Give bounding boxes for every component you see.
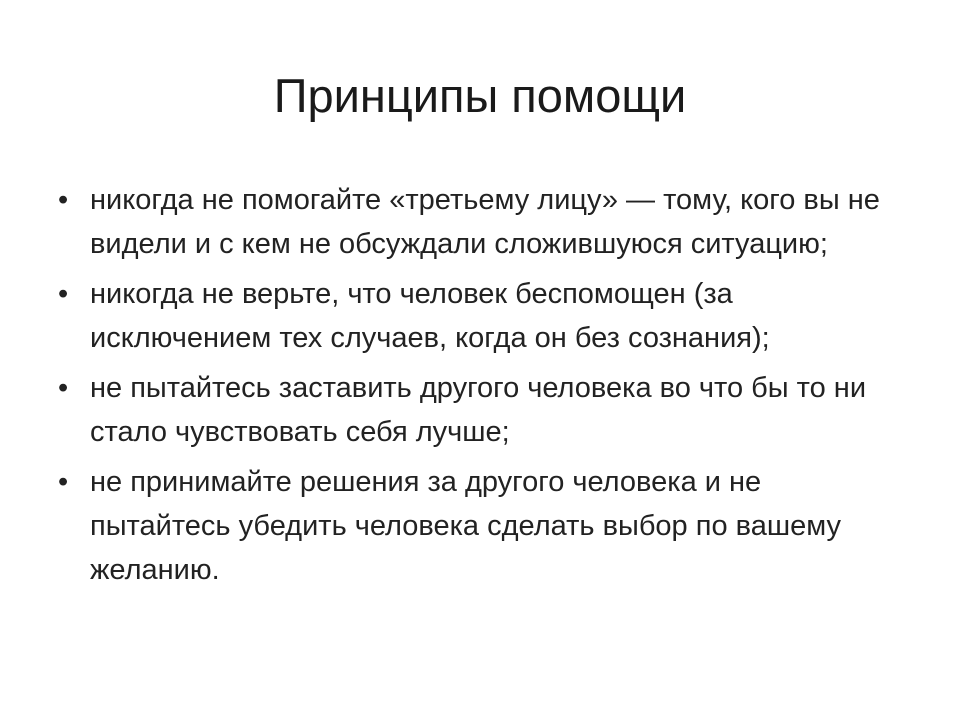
bullet-text: не принимайте решения за другого человека и не пытайтесь убедить человека сделать выбор по вашему желанию. [90, 466, 841, 586]
slide-title: Принципы помощи [273, 69, 687, 122]
bullet-text: не пытайтесь заставить другого человека во что бы то ни стало чувствовать себя лучше; [90, 372, 867, 448]
bullet-item [56, 366, 906, 454]
bullet-list [56, 178, 906, 598]
bullet-item [56, 178, 906, 266]
bullet-dot-icon: • [58, 184, 69, 216]
bullet-dot-icon: • [58, 466, 69, 498]
bullet-item [56, 460, 906, 592]
bullet-text: никогда не верьте, что человек беспомощен (за исключением тех случаев, когда он без сознания); [90, 278, 770, 354]
bullet-dot-icon: • [58, 372, 69, 404]
bullet-dot-icon: • [58, 278, 69, 310]
bullet-text: никогда не помогайте «третьему лицу» — тому, кого вы не видели и с кем не обсуждали сложившуюся ситуацию; [90, 184, 880, 260]
bullet-item [56, 272, 906, 360]
